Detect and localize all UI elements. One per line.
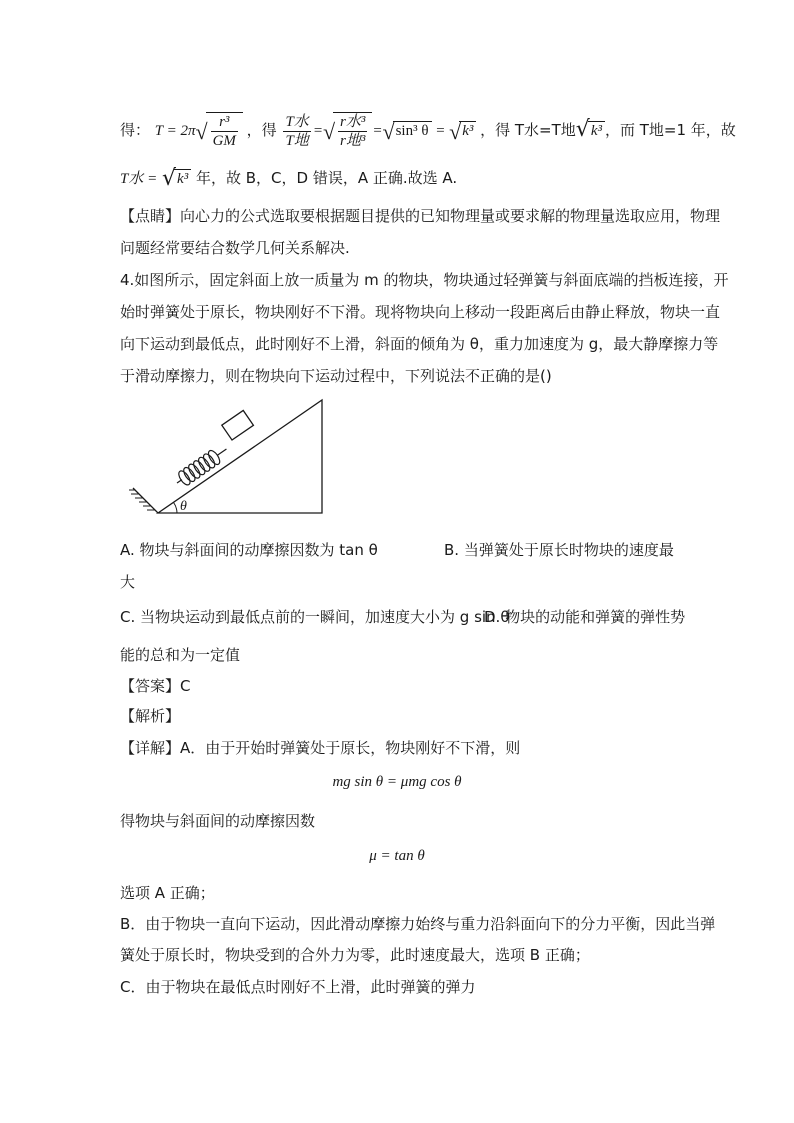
sqrt-content [206, 112, 243, 150]
formula-conclusion: 年，故 B，C，D 错误，A 正确.故选 A. [195, 169, 458, 187]
period-equals: T = 2π [154, 122, 196, 139]
comment-line-2: 问题经常要结合数学几何关系解决. [120, 239, 350, 257]
detail-b-line-1: B．由于物块一直向下运动，因此滑动摩擦力始终与重力沿斜面向下的分力平衡，因此当弹 [120, 915, 716, 933]
theta-label: θ [180, 499, 187, 514]
fraction-denominator: r地³ [340, 133, 366, 149]
fraction-denominator: GM [212, 133, 236, 149]
formula-line-1 [120, 112, 736, 150]
question-line-1: 4.如图所示，固定斜面上放一质量为 m 的物块，物块通过轻弹簧与斜面底端的挡板连接，开 [120, 271, 729, 289]
sqrt-symbol: √ [195, 118, 208, 144]
comment-line-1: 【点睛】向心力的公式选取要根据题目提供的已知物理量或要求解的物理量选取应用，物理 [120, 207, 721, 225]
fraction-period-ratio [283, 113, 310, 150]
sqrt-symbol: √ [449, 118, 462, 144]
detail-b-line-2: 簧处于原长时，物块受到的合外力为零，此时速度最大，选项 B 正确； [120, 946, 590, 964]
sqrt-content: k³ [174, 169, 191, 188]
formula-connector-1: ，得 [246, 120, 277, 139]
period-formula [154, 114, 247, 149]
angle-arc [174, 503, 177, 514]
sqrt-symbol: √ [382, 118, 395, 144]
block [222, 410, 254, 440]
wall-plate [133, 488, 158, 513]
detail-a-intro: 【详解】A．由于开始时弹簧处于原长，物块刚好不下滑，则 [120, 739, 521, 757]
option-d-part2: 能的总和为一定值 [120, 646, 241, 664]
option-d-part1: D. 物块的动能和弹簧的弹性势 [484, 608, 686, 626]
sqrt-symbol: √ [575, 117, 590, 143]
detail-c-line-1: C．由于物块在最低点时刚好不上滑，此时弹簧的弹力 [120, 978, 476, 996]
option-b-part1: B. 当弹簧处于原长时物块的速度最 [444, 541, 674, 559]
period-ratio: $\frac{\text{T水}}{\text{T地}}$ =√ $\frac{\text{r水³}}{\text{r地³}}$ =√sin³ θ = √k³ [281, 123, 480, 139]
formula-connector-3: ，而 T地=1 年，故 [604, 120, 736, 139]
equation-mu: μ = tan θ [369, 848, 425, 864]
sqrt-content: sin³ θ [393, 121, 432, 140]
option-b-part2: 大 [120, 573, 136, 591]
formula-connector-2: ，得 T水=T地 [480, 120, 576, 139]
question-line-4: 于滑动摩擦力，则在物块向下运动过程中，下列说法不正确的是() [120, 367, 552, 385]
option-a: A. 物块与斜面间的动摩擦因数为 tan θ [120, 541, 378, 559]
analysis-label: 【解析】 [120, 707, 181, 725]
sqrt-content: k³ [459, 121, 476, 140]
sqrt-symbol: √ [322, 118, 336, 144]
water-period: T水 = [120, 171, 158, 187]
equation-friction-balance: mg sin θ = μmg cos θ [332, 774, 462, 790]
option-c: C. 当物块运动到最低点前的一瞬间，加速度大小为 g sin θ [120, 608, 510, 626]
question-line-3: 向下运动到最低点，此时刚好不上滑，斜面的倾角为 θ，重力加速度为 g，最大静摩擦力等 [120, 335, 719, 353]
fraction-numerator: T水 [285, 114, 309, 130]
fraction-radius-ratio [338, 113, 367, 150]
detail-a-conclusion: 选项 A 正确； [120, 884, 215, 902]
detail-mu-intro: 得物块与斜面间的动摩擦因数 [120, 812, 316, 830]
incline-spring-diagram [125, 396, 330, 521]
fraction-r3-gm [211, 113, 238, 150]
formula-lead: 得： [120, 120, 151, 139]
sqrt-content: k³ [588, 121, 605, 140]
fraction-denominator: T地 [285, 133, 309, 149]
fraction-numerator: r水³ [340, 114, 366, 130]
answer-label: 【答案】C [120, 677, 191, 695]
sqrt-symbol: √ [162, 165, 177, 191]
fraction-numerator: r³ [211, 113, 238, 132]
sqrt-content [333, 112, 372, 150]
question-line-2: 始时弹簧处于原长，物块刚好不下滑。现将物块向上移动一段距离后由静止释放，物块一直 [120, 303, 721, 321]
formula-line-2 [120, 165, 458, 191]
